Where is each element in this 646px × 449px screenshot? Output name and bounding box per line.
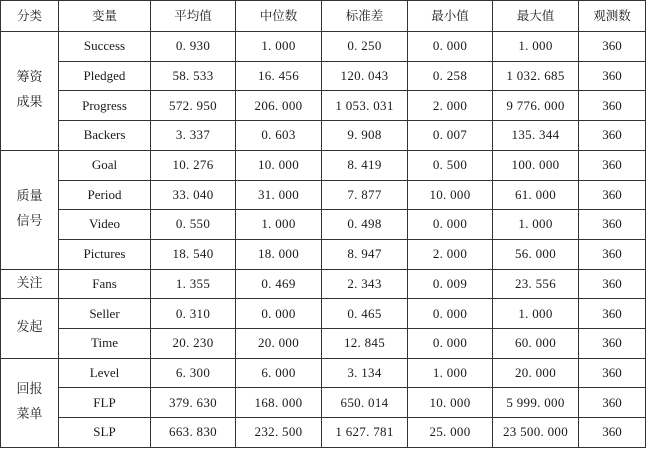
min-cell: 2. 000 [408,91,493,121]
mean-cell: 6. 300 [151,358,236,388]
std-dev-cell: 9. 908 [322,121,408,151]
std-dev-cell: 12. 845 [322,329,408,359]
min-cell: 1. 000 [408,358,493,388]
median-cell: 31. 000 [236,180,322,210]
category-label: 发起 [16,320,43,336]
std-dev-cell: 0. 498 [322,210,408,240]
mean-cell: 18. 540 [151,239,236,269]
table-row [1,61,646,91]
max-cell: 1 032. 685 [493,61,579,91]
table-row [1,91,646,121]
variable-cell: Level [59,358,151,388]
category-label: 关注 [16,275,43,291]
max-cell: 9 776. 000 [493,91,579,121]
category-label: 筹资 [16,70,43,86]
max-cell: 56. 000 [493,239,579,269]
mean-cell: 0. 930 [151,32,236,62]
min-cell: 0. 000 [408,32,493,62]
median-cell: 168. 000 [236,388,322,418]
mean-cell: 20. 230 [151,329,236,359]
std-dev-cell: 3. 134 [322,358,408,388]
min-cell: 10. 000 [408,388,493,418]
mean-cell: 58. 533 [151,61,236,91]
variable-cell: Time [59,329,151,359]
mean-cell: 0. 550 [151,210,236,240]
table-row [1,180,646,210]
observations-cell: 360 [579,210,646,240]
table-row [1,210,646,240]
variable-cell: Fans [59,269,151,299]
max-cell: 23 500. 000 [493,418,579,448]
min-cell: 0. 000 [408,299,493,329]
observations-cell: 360 [579,150,646,180]
max-cell: 135. 344 [493,121,579,151]
category-label: 质量 [16,189,43,205]
median-cell: 18. 000 [236,239,322,269]
observations-cell: 360 [579,32,646,62]
std-dev-cell: 8. 947 [322,239,408,269]
variable-cell: Success [59,32,151,62]
header-row [1,1,646,32]
mean-cell: 10. 276 [151,150,236,180]
median-cell: 0. 603 [236,121,322,151]
variable-cell: Pledged [59,61,151,91]
mean-cell: 572. 950 [151,91,236,121]
variable-cell: Goal [59,150,151,180]
table-row [1,32,646,62]
std-dev-cell: 650. 014 [322,388,408,418]
table-row [1,388,646,418]
mean-cell: 663. 830 [151,418,236,448]
std-dev-cell: 1 627. 781 [322,418,408,448]
std-dev-cell: 0. 250 [322,32,408,62]
category-label: 成果 [16,94,43,110]
std-dev-cell: 0. 465 [322,299,408,329]
variable-cell: Pictures [59,239,151,269]
observations-cell: 360 [579,180,646,210]
variable-cell: FLP [59,388,151,418]
median-cell: 206. 000 [236,91,322,121]
category-label: 菜单 [16,406,43,422]
median-cell: 1. 000 [236,210,322,240]
variable-cell: Period [59,180,151,210]
observations-cell: 360 [579,91,646,121]
variable-cell: Seller [59,299,151,329]
max-cell: 100. 000 [493,150,579,180]
variable-cell: Backers [59,121,151,151]
min-cell: 0. 258 [408,61,493,91]
category-label: 信号 [16,213,43,229]
header-min: 最小值 [408,1,493,32]
category-cell [1,269,59,299]
max-cell: 60. 000 [493,329,579,359]
median-cell: 232. 500 [236,418,322,448]
variable-cell: Video [59,210,151,240]
category-cell [1,150,59,269]
header-median: 中位数 [236,1,322,32]
mean-cell: 3. 337 [151,121,236,151]
median-cell: 20. 000 [236,329,322,359]
observations-cell: 360 [579,269,646,299]
header-category: 分类 [1,1,59,32]
table-row [1,418,646,448]
min-cell: 0. 000 [408,329,493,359]
category-cell [1,358,59,447]
max-cell: 5 999. 000 [493,388,579,418]
max-cell: 1. 000 [493,299,579,329]
max-cell: 61. 000 [493,180,579,210]
std-dev-cell: 1 053. 031 [322,91,408,121]
min-cell: 0. 500 [408,150,493,180]
table-row [1,150,646,180]
category-label: 回报 [16,382,43,398]
observations-cell: 360 [579,299,646,329]
max-cell: 1. 000 [493,32,579,62]
max-cell: 23. 556 [493,269,579,299]
table-row [1,121,646,151]
table-row [1,239,646,269]
header-variable: 变量 [59,1,151,32]
median-cell: 0. 469 [236,269,322,299]
min-cell: 0. 000 [408,210,493,240]
table-row [1,329,646,359]
variable-cell: SLP [59,418,151,448]
std-dev-cell: 8. 419 [322,150,408,180]
observations-cell: 360 [579,358,646,388]
observations-cell: 360 [579,329,646,359]
table-row [1,358,646,388]
min-cell: 2. 000 [408,239,493,269]
header-std-dev: 标准差 [322,1,408,32]
table-row [1,299,646,329]
std-dev-cell: 2. 343 [322,269,408,299]
category-cell [1,299,59,358]
min-cell: 25. 000 [408,418,493,448]
median-cell: 1. 000 [236,32,322,62]
median-cell: 16. 456 [236,61,322,91]
observations-cell: 360 [579,239,646,269]
median-cell: 0. 000 [236,299,322,329]
std-dev-cell: 7. 877 [322,180,408,210]
mean-cell: 1. 355 [151,269,236,299]
header-max: 最大值 [493,1,579,32]
max-cell: 1. 000 [493,210,579,240]
min-cell: 0. 007 [408,121,493,151]
mean-cell: 33. 040 [151,180,236,210]
header-observations: 观测数 [579,1,646,32]
observations-cell: 360 [579,121,646,151]
observations-cell: 360 [579,388,646,418]
median-cell: 6. 000 [236,358,322,388]
mean-cell: 0. 310 [151,299,236,329]
max-cell: 20. 000 [493,358,579,388]
mean-cell: 379. 630 [151,388,236,418]
observations-cell: 360 [579,61,646,91]
observations-cell: 360 [579,418,646,448]
table-row [1,269,646,299]
header-mean: 平均值 [151,1,236,32]
table-body [1,32,646,448]
min-cell: 0. 009 [408,269,493,299]
min-cell: 10. 000 [408,180,493,210]
median-cell: 10. 000 [236,150,322,180]
variable-cell: Progress [59,91,151,121]
std-dev-cell: 120. 043 [322,61,408,91]
category-cell [1,32,59,151]
